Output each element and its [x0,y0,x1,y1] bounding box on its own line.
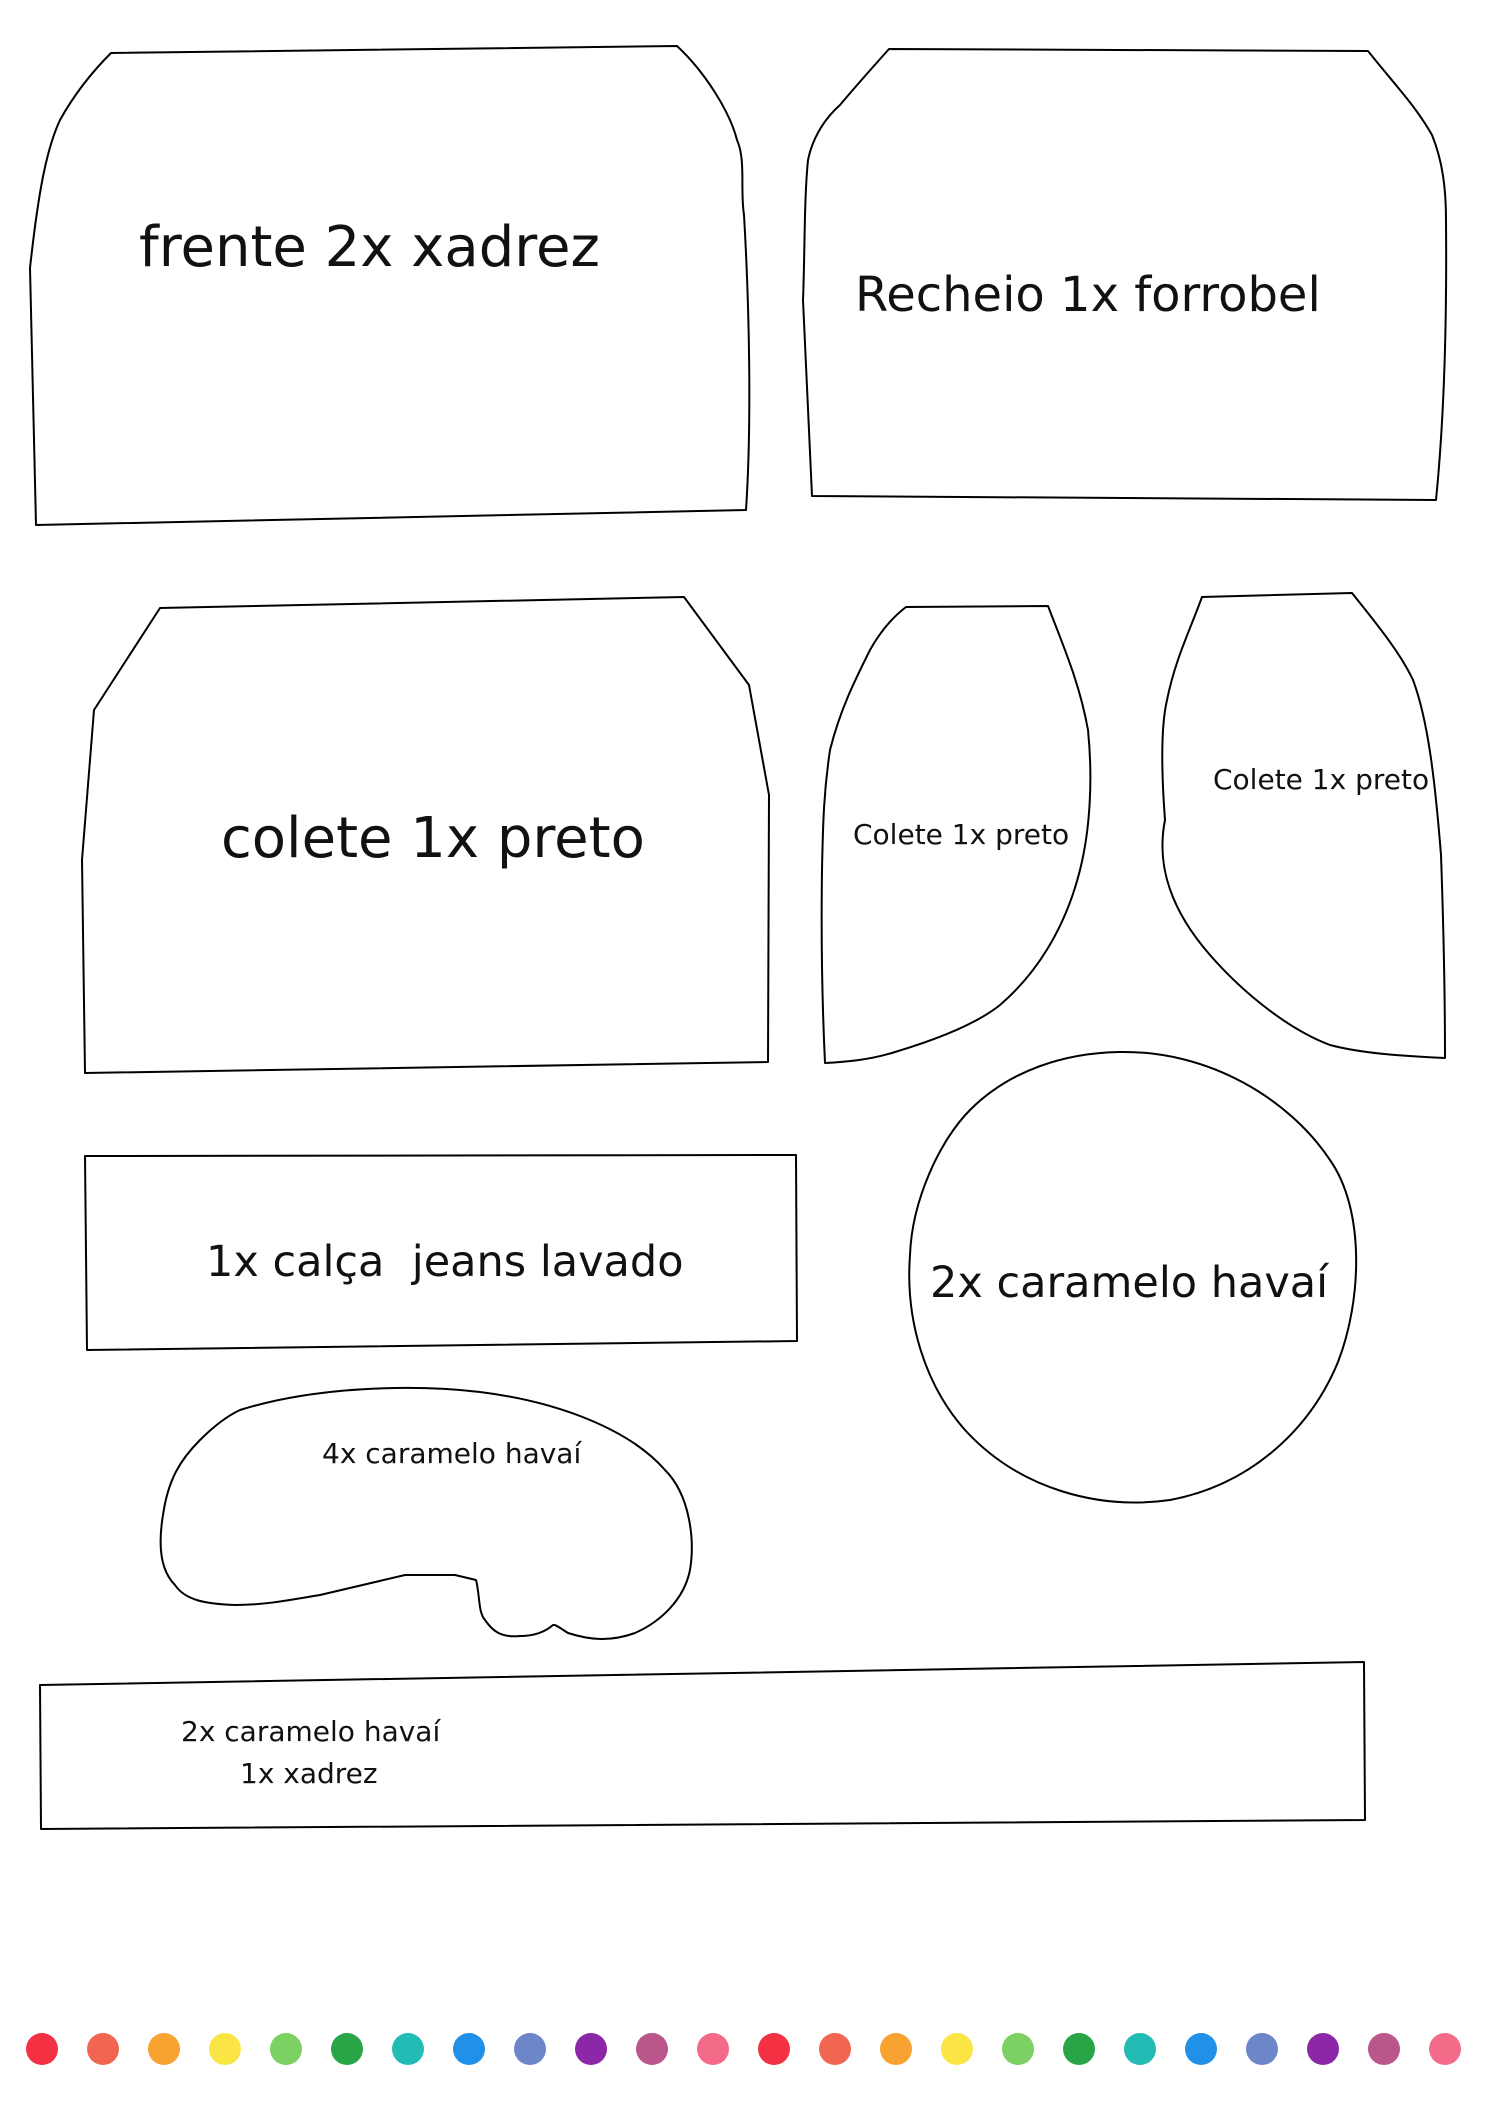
color-dot [1307,2033,1339,2065]
piece-strip [40,1662,1365,1829]
piece-colete-left-label: Colete 1x preto [853,818,1070,851]
color-dot [453,2033,485,2065]
piece-frente-label: frente 2x xadrez [139,215,600,280]
color-dot [26,2033,58,2065]
color-dot [1429,2033,1461,2065]
piece-recheio-label: Recheio 1x forrobel [855,267,1321,323]
color-dot [392,2033,424,2065]
color-dot [758,2033,790,2065]
piece-circle-label: 2x caramelo havaí [930,1258,1329,1308]
piece-ear-outline [161,1388,692,1639]
piece-strip-label-line2: 1x xadrez [240,1757,378,1790]
piece-colete-label: colete 1x preto [221,806,645,871]
color-dot [1246,2033,1278,2065]
color-dot [819,2033,851,2065]
piece-recheio [803,49,1446,500]
color-dot [148,2033,180,2065]
color-dot [880,2033,912,2065]
color-dot [1063,2033,1095,2065]
color-dot [331,2033,363,2065]
color-dot [1002,2033,1034,2065]
color-dot [87,2033,119,2065]
piece-colete-right-outline [1162,593,1445,1058]
piece-ear-label: 4x caramelo havaí [322,1437,582,1470]
color-dot-palette [26,2033,1461,2065]
piece-colete-right-label: Colete 1x preto [1213,763,1430,796]
color-dot [209,2033,241,2065]
color-dot [636,2033,668,2065]
color-dot [575,2033,607,2065]
piece-strip-label-line1: 2x caramelo havaí [181,1715,441,1748]
piece-frente [30,46,749,525]
piece-calca [85,1155,797,1350]
color-dot [697,2033,729,2065]
color-dot [270,2033,302,2065]
color-dot [941,2033,973,2065]
color-dot [1185,2033,1217,2065]
piece-colete [82,597,769,1073]
piece-ear [161,1388,692,1639]
piece-colete-left [822,606,1091,1063]
color-dot [1124,2033,1156,2065]
piece-frente-outline [30,46,749,525]
color-dot [514,2033,546,2065]
piece-circle [909,1052,1356,1503]
piece-colete-right [1162,593,1445,1058]
color-dot [1368,2033,1400,2065]
piece-calca-label: 1x calça jeans lavado [206,1237,684,1287]
